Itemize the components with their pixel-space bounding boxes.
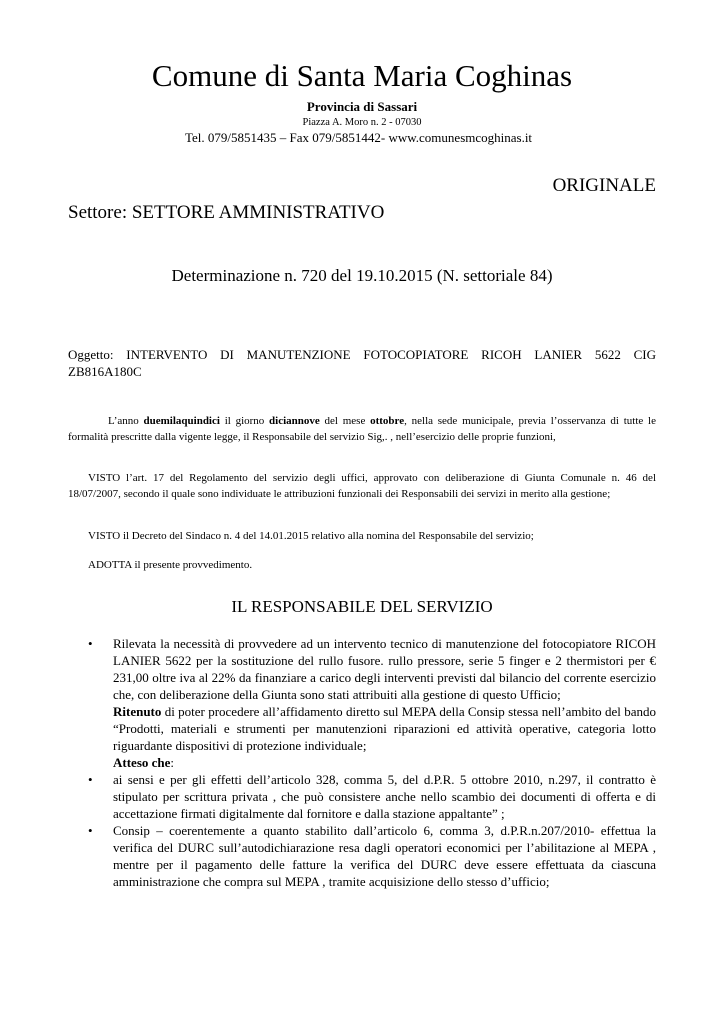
intro-text: L’anno: [108, 415, 144, 427]
municipality-contacts: Tel. 079/5851435 – Fax 079/5851442- www.comunesmcoghinas.it: [185, 130, 533, 145]
copy-type-label: ORIGINALE: [552, 175, 656, 196]
intro-year: duemilaquindici: [143, 415, 220, 427]
list-item: [68, 822, 656, 890]
subject-text: INTERVENTO DI MANUTENZIONE FOTOCOPIATORE RICOH LANIER 5622 CIG ZB816A180C: [68, 347, 657, 379]
province-name: Provincia di Sassari: [306, 99, 418, 114]
municipality-title: Comune di Santa Maria Coghinas: [151, 58, 573, 93]
subject-line: [68, 346, 656, 380]
sector-name: SETTORE AMMINISTRATIVO: [131, 202, 385, 223]
bullet-list: [68, 635, 656, 890]
determination-number: Determinazione n. 720 del 19.10.2015 (N. settoriale 84): [171, 266, 553, 285]
list-item: [68, 771, 656, 822]
bullet-text: Consip – coerentemente a quanto stabilito dall’articolo 6, comma 3, d.P.R.n.207/2010- effettua la verifica del DURC sull’autodichiarazione resa dagli operatori economici per l’abilitazione al MEPA , mentre per il pagamento delle fatture la verifica del DURC deve essere effettuata da ciascuna amministrazione che compra sul MEPA , tramite acquisizione dello stesso d’ufficio;: [113, 823, 656, 889]
bullet-marker: •: [88, 772, 93, 787]
intro-paragraph: [68, 413, 656, 445]
bullet-marker: •: [88, 823, 93, 838]
atteso-heading: [68, 754, 656, 771]
atteso-label: Atteso che: [113, 755, 171, 770]
sector-line: [68, 201, 384, 225]
intro-day: diciannove: [269, 415, 320, 427]
subject-label: Oggetto:: [68, 347, 114, 362]
bullet-text: Rilevata la necessità di provvedere ad un intervento tecnico di manutenzione del fotocopiatore RICOH LANIER 5622 per la sostituzione del rullo fusore. rullo pressore, serie 5 finger e 2 thermistori per € 231,00 oltre iva al 22% da finanziare a carico degli interventi previsti dal bilancio del corrente esercizio che, con deliberazione della Giunta sono stati attribuiti alla gestione di questo Ufficio;: [113, 636, 656, 702]
bullet-marker: •: [88, 636, 93, 651]
ritenuto-label: Ritenuto: [113, 704, 162, 719]
adotta-paragraph: ADOTTA il presente provvedimento.: [88, 559, 253, 571]
visto-decreto-paragraph: VISTO il Decreto del Sindaco n. 4 del 14.01.2015 relativo alla nomina del Responsabile del servizio;: [88, 530, 534, 542]
intro-month: ottobre: [370, 415, 405, 427]
section-title: IL RESPONSABILE DEL SERVIZIO: [231, 597, 493, 616]
sector-label: Settore:: [68, 202, 128, 223]
intro-text: il giorno: [219, 415, 270, 427]
ritenuto-text: di poter procedere all’affidamento diretto sul MEPA della Consip stessa nell’ambito del bando “Prodotti, materiali e strumenti per manutenzioni riparazioni ed attività operative, categoria lotto riguardante dispositivi di protezione individuale;: [113, 704, 656, 753]
municipality-address: Piazza A. Moro n. 2 - 07030: [302, 117, 422, 128]
ritenuto-paragraph: [68, 703, 656, 754]
intro-text: , nella sede municipale, previa l’osservanza di tutte le formalità prescritte dalla vigente legge, il Responsabile del servizio Sig,. , nell’esercizio delle proprie funzioni,: [68, 415, 656, 443]
bullet-text: ai sensi e per gli effetti dell’articolo 328, comma 5, del d.P.R. 5 ottobre 2010, n.297, il contratto è stipulato per scrittura privata , che può consistere anche nello scambio dei documenti di offerta e di accettazione firmati digitalmente dal fornitore e dalla stazione appaltante” ;: [113, 772, 656, 821]
list-item: [68, 635, 656, 703]
intro-text: del mese: [319, 415, 371, 427]
visto-regolamento-paragraph: VISTO l’art. 17 del Regolamento del servizio degli uffici, approvato con deliberazione di Giunta Comunale n. 46 del 18/07/2007, secondo il quale sono individuate le attribuzioni funzionali dei Responsabili dei servizi in merito alla gestione;: [68, 472, 656, 500]
atteso-colon: :: [170, 755, 175, 770]
